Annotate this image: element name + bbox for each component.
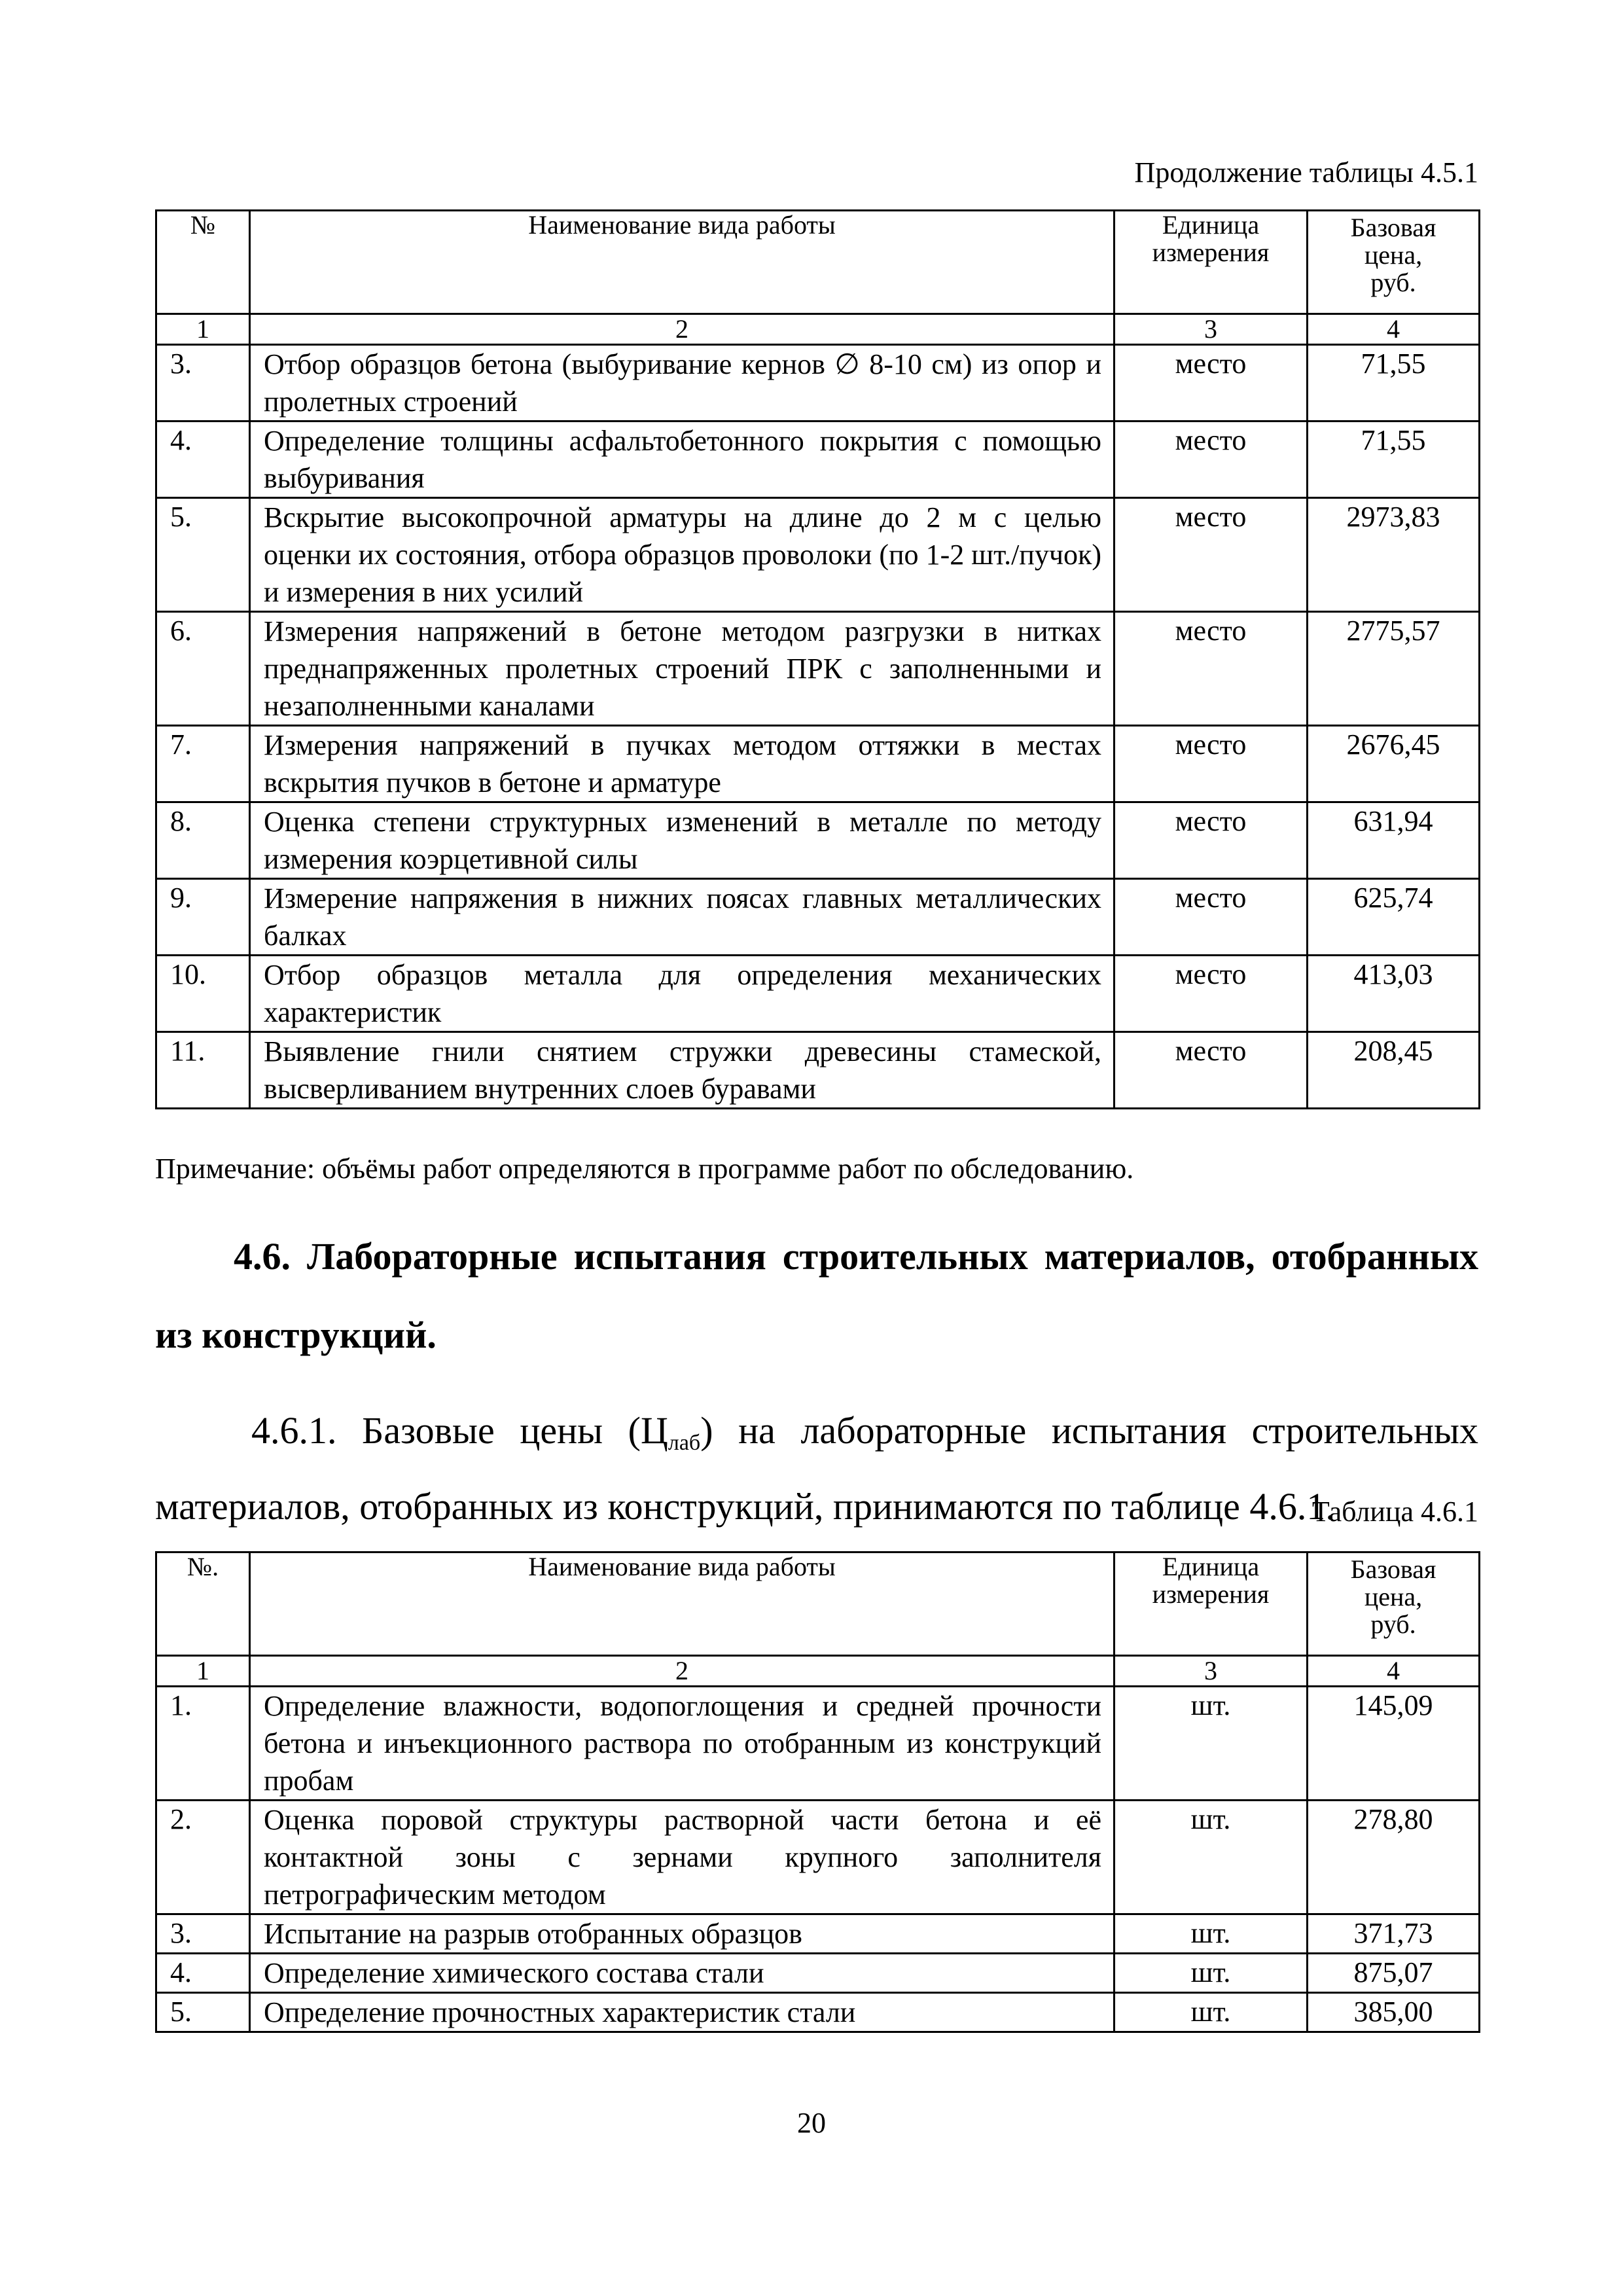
table2-column-numbers xyxy=(156,1656,1480,1687)
table-4-5-1 xyxy=(155,209,1480,1109)
table1-header-price-line2: цена, xyxy=(1364,240,1423,270)
row-number: 4. xyxy=(156,422,250,498)
table2-header-price-line1: Базовая xyxy=(1350,1554,1436,1584)
table1-header-price-line1: Базовая xyxy=(1350,213,1436,242)
work-name: Оценка поровой структуры растворной части бетона и её контактной зоны с зернами крупного заполнителя петрографическим методом xyxy=(250,1801,1115,1914)
table1-colnum: 2 xyxy=(250,314,1115,345)
table1-colnum: 4 xyxy=(1308,314,1480,345)
base-price: 145,09 xyxy=(1308,1687,1480,1801)
table-row xyxy=(156,726,1480,802)
table1-colnum: 3 xyxy=(1115,314,1308,345)
table-row xyxy=(156,345,1480,422)
paragraph-subscript: лаб xyxy=(668,1431,701,1455)
unit: шт. xyxy=(1115,1801,1308,1914)
table1-header-row xyxy=(156,211,1480,314)
table-row xyxy=(156,498,1480,612)
row-number: 3. xyxy=(156,1914,250,1954)
unit: шт. xyxy=(1115,1687,1308,1801)
table2-header-price-line2: цена, xyxy=(1364,1582,1423,1611)
base-price: 625,74 xyxy=(1308,879,1480,956)
row-number: 7. xyxy=(156,726,250,802)
row-number: 6. xyxy=(156,612,250,726)
work-name: Измерения напряжений в бетоне методом разгрузки в нитках преднапряженных пролетных строений ПРК с заполненными и незаполненными каналами xyxy=(250,612,1115,726)
paragraph-text-end: ) на лабораторные испытания строительных материалов, отобранных из конструкций, принимаются по таблице 4.6.1. xyxy=(155,1409,1478,1528)
row-number: 8. xyxy=(156,802,250,879)
row-number: 2. xyxy=(156,1801,250,1914)
table1-colnum: 1 xyxy=(156,314,250,345)
unit: место xyxy=(1115,612,1308,726)
row-number: 5. xyxy=(156,1993,250,2032)
table2-colnum: 4 xyxy=(1308,1656,1480,1687)
table2-header-unit-line1: Единица xyxy=(1162,1552,1260,1581)
row-number: 3. xyxy=(156,345,250,422)
base-price: 875,07 xyxy=(1308,1954,1480,1993)
work-name: Выявление гнили снятием стружки древесины стамеской, высверливанием внутренних слоев буравами xyxy=(250,1032,1115,1109)
table2-colnum: 2 xyxy=(250,1656,1115,1687)
table1-caption: Продолжение таблицы 4.5.1 xyxy=(1134,156,1478,188)
unit: место xyxy=(1115,1032,1308,1109)
table-row xyxy=(156,1993,1480,2032)
row-number: 10. xyxy=(156,956,250,1032)
table2-header-row xyxy=(156,1552,1480,1656)
work-name: Измерение напряжения в нижних поясах главных металлических балках xyxy=(250,879,1115,956)
page-number: 20 xyxy=(797,2107,826,2139)
table-row xyxy=(156,879,1480,956)
paragraph-text-start: 4.6.1. Базовые цены (Ц xyxy=(251,1409,668,1452)
table2-header-unit-line2: измерения xyxy=(1152,1579,1270,1609)
row-number: 1. xyxy=(156,1687,250,1801)
unit: шт. xyxy=(1115,1954,1308,1993)
work-name: Испытание на разрыв отобранных образцов xyxy=(250,1914,1115,1954)
work-name: Определение влажности, водопоглощения и средней прочности бетона и инъекционного раствора по отобранным из конструкций пробам xyxy=(250,1687,1115,1801)
work-name: Отбор образцов бетона (выбуривание кернов ∅ 8-10 см) из опор и пролетных строений xyxy=(250,345,1115,422)
table1-header-unit-line2: измерения xyxy=(1152,238,1270,267)
table1-header-num: № xyxy=(156,211,250,314)
base-price: 2676,45 xyxy=(1308,726,1480,802)
work-name: Определение толщины асфальтобетонного покрытия с помощью выбуривания xyxy=(250,422,1115,498)
table-4-6-1 xyxy=(155,1551,1480,2033)
base-price: 413,03 xyxy=(1308,956,1480,1032)
table1-header-price xyxy=(1308,211,1480,314)
work-name: Вскрытие высокопрочной арматуры на длине до 2 м с целью оценки их состояния, отбора образцов проволоки (по 1-2 шт./пучок) и измерения в них усилий xyxy=(250,498,1115,612)
row-number: 9. xyxy=(156,879,250,956)
table-row xyxy=(156,1687,1480,1801)
table1-header-unit xyxy=(1115,211,1308,314)
unit: место xyxy=(1115,726,1308,802)
table2-colnum: 3 xyxy=(1115,1656,1308,1687)
work-name: Отбор образцов металла для определения механических характеристик xyxy=(250,956,1115,1032)
table-row xyxy=(156,1954,1480,1993)
unit: шт. xyxy=(1115,1914,1308,1954)
table-row xyxy=(156,1914,1480,1954)
work-name: Оценка степени структурных изменений в металле по методу измерения коэрцетивной силы xyxy=(250,802,1115,879)
base-price: 71,55 xyxy=(1308,345,1480,422)
table2-caption: Таблица 4.6.1 xyxy=(1311,1496,1478,1528)
unit: место xyxy=(1115,879,1308,956)
section-paragraph xyxy=(155,1393,1478,1545)
base-price: 385,00 xyxy=(1308,1993,1480,2032)
table-row xyxy=(156,1801,1480,1914)
row-number: 11. xyxy=(156,1032,250,1109)
base-price: 208,45 xyxy=(1308,1032,1480,1109)
table1-header-name: Наименование вида работы xyxy=(250,211,1115,314)
base-price: 371,73 xyxy=(1308,1914,1480,1954)
row-number: 4. xyxy=(156,1954,250,1993)
table2-header-unit xyxy=(1115,1552,1308,1656)
work-name: Определение прочностных характеристик стали xyxy=(250,1993,1115,2032)
table2-header-price-line3: руб. xyxy=(1370,1609,1416,1639)
unit: место xyxy=(1115,345,1308,422)
table2-header-name: Наименование вида работы xyxy=(250,1552,1115,1656)
base-price: 631,94 xyxy=(1308,802,1480,879)
base-price: 71,55 xyxy=(1308,422,1480,498)
base-price: 2973,83 xyxy=(1308,498,1480,612)
unit: шт. xyxy=(1115,1993,1308,2032)
row-number: 5. xyxy=(156,498,250,612)
table1-column-numbers xyxy=(156,314,1480,345)
table-row xyxy=(156,956,1480,1032)
table-row xyxy=(156,1032,1480,1109)
section-heading: 4.6. Лабораторные испытания строительных материалов, отобранных из конструкций. xyxy=(155,1235,1478,1356)
table1-note: Примечание: объёмы работ определяются в программе работ по обследованию. xyxy=(155,1153,1134,1185)
table2-header-price xyxy=(1308,1552,1480,1656)
work-name: Измерения напряжений в пучках методом оттяжки в местах вскрытия пучков в бетоне и арматуре xyxy=(250,726,1115,802)
table2-colnum: 1 xyxy=(156,1656,250,1687)
table1-header-unit-line1: Единица xyxy=(1162,210,1260,240)
base-price: 278,80 xyxy=(1308,1801,1480,1914)
table1-header-price-line3: руб. xyxy=(1370,268,1416,297)
unit: место xyxy=(1115,956,1308,1032)
table-row xyxy=(156,612,1480,726)
unit: место xyxy=(1115,802,1308,879)
unit: место xyxy=(1115,422,1308,498)
table2-header-num: №. xyxy=(156,1552,250,1656)
table-row xyxy=(156,422,1480,498)
work-name: Определение химического состава стали xyxy=(250,1954,1115,1993)
base-price: 2775,57 xyxy=(1308,612,1480,726)
unit: место xyxy=(1115,498,1308,612)
table-row xyxy=(156,802,1480,879)
